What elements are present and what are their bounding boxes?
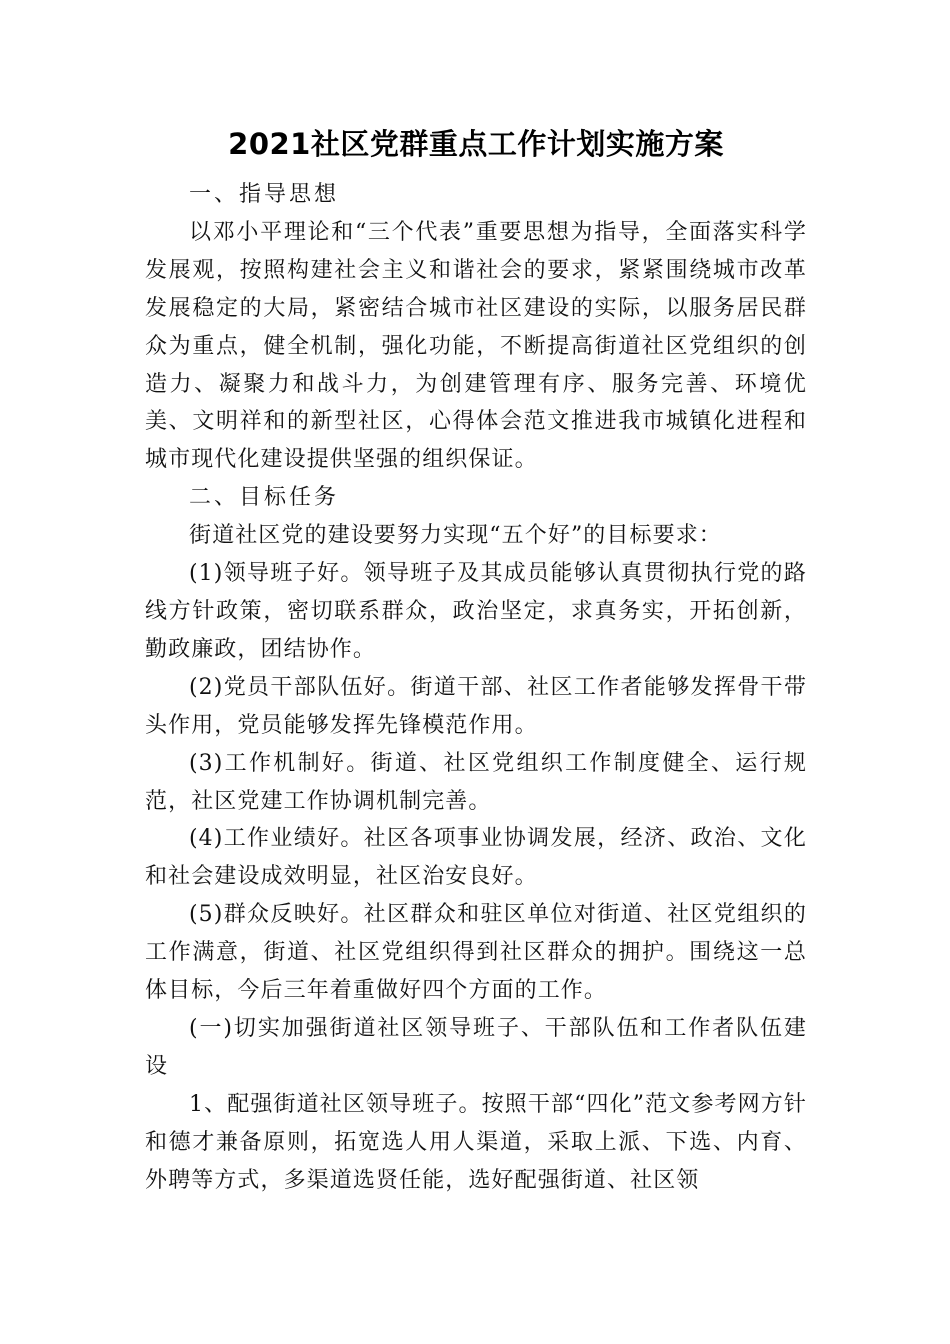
paragraph-goals-intro: 街道社区党的建设要努力实现“五个好”的目标要求： bbox=[189, 523, 722, 549]
goal-item-2: (2)党员干部队伍好。街道干部、社区工作者能够发挥骨干带头作用，党员能够发挥先锋模范作用。 bbox=[145, 674, 807, 738]
document-title: 2021社区党群重点工作计划实施方案 bbox=[228, 127, 724, 161]
goal-item-3: (3)工作机制好。街道、社区党组织工作制度健全、运行规范，社区党建工作协调机制完善。 bbox=[145, 750, 807, 814]
paragraph-item-1: 1、配强街道社区领导班子。按照干部“四化”范文参考网方针和德才兼备原则，拓宽选人用人渠道，采取上派、下选、内育、外聘等方式，多渠道选贤任能，选好配强街道、社区领 bbox=[145, 1091, 807, 1193]
goal-item-1: (1)领导班子好。领导班子及其成员能够认真贯彻执行党的路线方针政策，密切联系群众，政治坚定，求真务实，开拓创新，勤政廉政，团结协作。 bbox=[145, 561, 807, 662]
section-heading-goals: 二、目标任务 bbox=[189, 485, 340, 511]
goal-item-4: (4)工作业绩好。社区各项事业协调发展，经济、政治、文化和社会建设成效明显，社区治安良好。 bbox=[145, 826, 807, 890]
document-page bbox=[145, 118, 807, 1199]
section-heading-guiding-ideology: 一、指导思想 bbox=[189, 182, 340, 207]
goal-item-5: (5)群众反映好。社区群众和驻区单位对街道、社区党组织的工作满意，街道、社区党组织得到社区群众的拥护。围绕这一总体目标，今后三年着重做好四个方面的工作。 bbox=[145, 902, 807, 1004]
paragraph-guiding-ideology: 以邓小平理论和“三个代表”重要思想为指导，全面落实科学发展观，按照构建社会主义和谐社会的要求，紧紧围绕城市改革发展稳定的大局，紧密结合城市社区建设的实际，以服务居民群众为重点，健全机制，强化功能，不断提高街道社区党组织的创造力、凝聚力和战斗力，为创建管理有序、服务完善、环境优美、文明祥和的新型社区，心得体会范文推进我市城镇化进程和城市现代化建设提供坚强的组织保证。 bbox=[145, 219, 807, 473]
subsection-heading-leadership: (一)切实加强街道社区领导班子、干部队伍和工作者队伍建设 bbox=[145, 1015, 807, 1079]
